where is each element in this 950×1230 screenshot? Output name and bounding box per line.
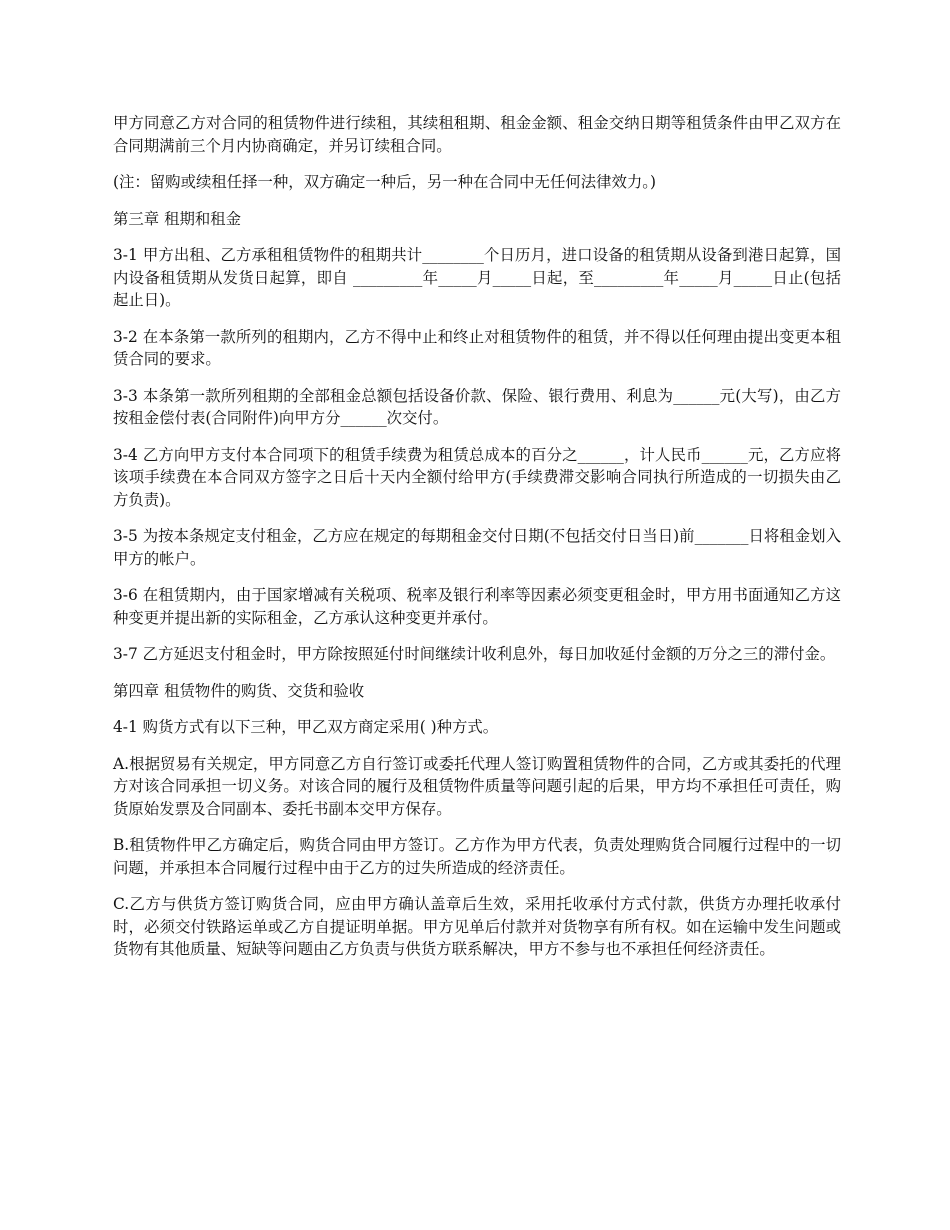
clause-3-6: 3-6 在租赁期内，由于国家增减有关税项、税率及银行利率等因素必须变更租金时，甲方用书面通知乙方这种变更并提出新的实际租金，乙方承认这种变更并承付。 xyxy=(113,586,841,627)
option-c: C.乙方与供货方签订购货合同，应由甲方确认盖章后生效，采用托收承付方式付款，供货方办理托收承付时，必须交付铁路运单或乙方自提证明单据。甲方见单后付款并对货物享有所有权。如在运输中发生问题或货物有其他质量、短缺等问题由乙方负责与供货方联系解决，甲方不参与也不承担任何经济责任。 xyxy=(113,895,841,958)
option-b: B.租赁物件甲乙方确定后，购货合同由甲方签订。乙方作为甲方代表，负责处理购货合同履行过程中的一切问题，并承担本合同履行过程中由于乙方的过失所造成的经济责任。 xyxy=(113,836,841,877)
document-page xyxy=(113,112,841,975)
renewal-paragraph: 甲方同意乙方对合同的租赁物件进行续租，其续租租期、租金金额、租金交纳日期等租赁条件由甲乙双方在合同期满前三个月内协商确定，并另订续租合同。 xyxy=(113,114,841,155)
note-paragraph: (注：留购或续租任择一种，双方确定一种后，另一种在合同中无任何法律效力。) xyxy=(113,173,656,191)
clause-3-1: 3-1 甲方出租、乙方承租租赁物件的租期共计________个日历月，进口设备的租赁期从设备到港日起算，国内设备租赁期从发货日起算，即自 _________年_____月_____日起，至_________年_____月_____日止(包括起止日)。 xyxy=(113,246,841,309)
clause-4-1: 4-1 购货方式有以下三种，甲乙双方商定采用( )种方式。 xyxy=(113,718,499,736)
clause-3-4: 3-4 乙方向甲方支付本合同项下的租赁手续费为租赁总成本的百分之______，计人民币______元，乙方应将该项手续费在本合同双方签字之日后十天内全额付给甲方(手续费滞交影响合同执行所造成的一切损失由乙方负责)。 xyxy=(113,445,841,509)
chapter-3-heading: 第三章 租期和租金 xyxy=(113,209,242,228)
clause-3-2: 3-2 在本条第一款所列的租期内，乙方不得中止和终止对租赁物件的租赁，并不得以任何理由提出变更本租赁合同的要求。 xyxy=(113,327,841,368)
option-a: A.根据贸易有关规定，甲方同意乙方自行签订或委托代理人签订购置租赁物件的合同，乙方或其委托的代理方对该合同承担一切义务。对该合同的履行及租赁物件质量等问题引起的后果，甲方均不承担任可责任，购货原始发票及合同副本、委托书副本交甲方保存。 xyxy=(113,754,841,818)
clause-3-3: 3-3 本条第一款所列租期的全部租金总额包括设备价款、保险、银行费用、利息为______元(大写)，由乙方按租金偿付表(合同附件)向甲方分______次交付。 xyxy=(113,386,841,427)
clause-3-5: 3-5 为按本条规定支付租金，乙方应在规定的每期租金交付日期(不包括交付日当日)前_______日将租金划入甲方的帐户。 xyxy=(113,527,841,568)
chapter-4-heading: 第四章 租赁物件的购货、交货和验收 xyxy=(113,681,365,700)
clause-3-7: 3-7 乙方延迟支付租金时，甲方除按照延付时间继续计收利息外，每日加收延付金额的万分之三的滞付金。 xyxy=(113,645,836,663)
